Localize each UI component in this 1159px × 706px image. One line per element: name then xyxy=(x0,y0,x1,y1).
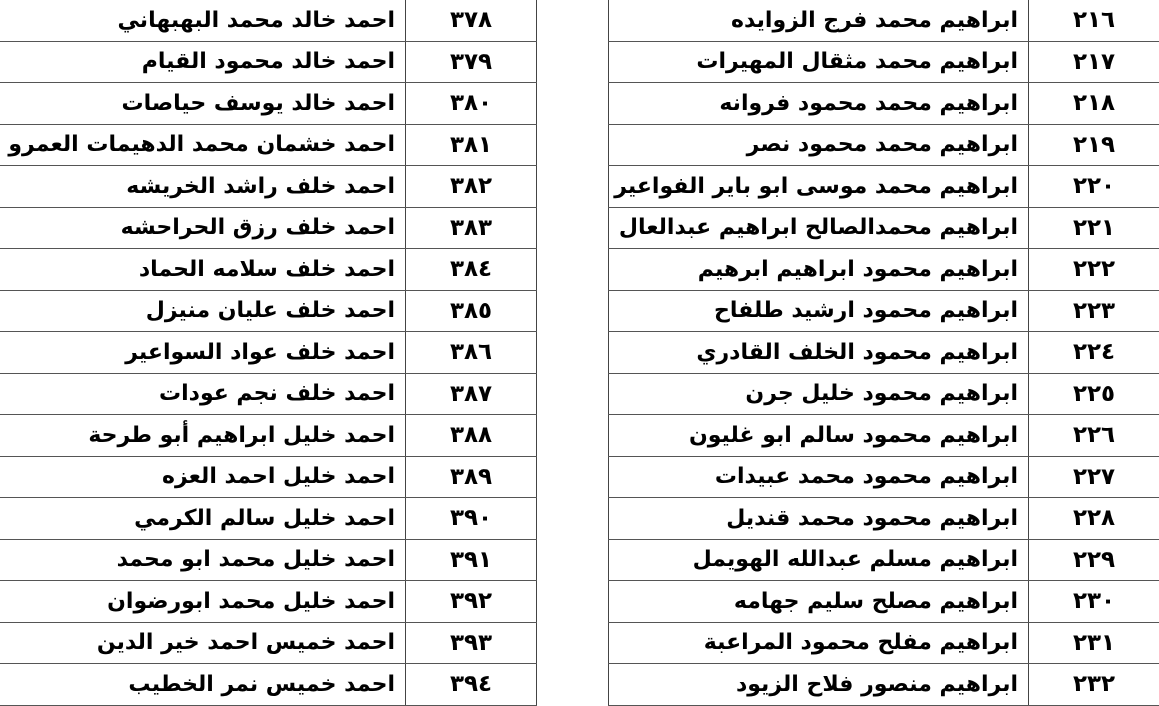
table-row xyxy=(0,373,537,415)
row-number: ٣٨١ xyxy=(406,124,537,166)
person-name: ابراهيم محمود ابراهيم ابرهيم xyxy=(609,249,1029,291)
row-number: ٣٧٩ xyxy=(406,41,537,83)
table-row xyxy=(0,456,537,498)
table-row xyxy=(0,83,537,125)
row-number: ٣٨٥ xyxy=(406,290,537,332)
table-row xyxy=(0,498,537,540)
row-number: ٢٢٥ xyxy=(1029,373,1159,415)
names-table-left xyxy=(0,0,537,706)
row-number: ٣٨٤ xyxy=(406,249,537,291)
table-row xyxy=(609,249,1159,291)
row-number: ٣٩٤ xyxy=(406,664,537,706)
table-row xyxy=(0,124,537,166)
table-row xyxy=(609,0,1159,41)
table-row xyxy=(0,415,537,457)
table-row xyxy=(0,0,537,41)
table-row xyxy=(0,332,537,374)
row-number: ٣٨٢ xyxy=(406,166,537,208)
row-number: ٢٣١ xyxy=(1029,622,1159,664)
row-number: ٣٨٦ xyxy=(406,332,537,374)
row-number: ٢١٩ xyxy=(1029,124,1159,166)
row-number: ٣٨٧ xyxy=(406,373,537,415)
row-number: ٣٩٣ xyxy=(406,622,537,664)
person-name: ابراهيم محمود سالم ابو غليون xyxy=(609,415,1029,457)
names-table-right xyxy=(608,0,1159,706)
table-row xyxy=(609,332,1159,374)
table-row xyxy=(609,373,1159,415)
table-row xyxy=(609,83,1159,125)
row-number: ٢٢٩ xyxy=(1029,539,1159,581)
row-number: ٢٣٢ xyxy=(1029,664,1159,706)
person-name: احمد خشمان محمد الدهيمات العمرو xyxy=(0,124,406,166)
person-name: احمد خليل محمد ابو محمد xyxy=(0,539,406,581)
row-number: ٢١٨ xyxy=(1029,83,1159,125)
row-number: ٢٢٧ xyxy=(1029,456,1159,498)
table-row xyxy=(0,664,537,706)
person-name: احمد خلف نجم عودات xyxy=(0,373,406,415)
person-name: ابراهيم مسلم عبدالله الهويمل xyxy=(609,539,1029,581)
table-row xyxy=(609,41,1159,83)
person-name: احمد خالد محمود القيام xyxy=(0,41,406,83)
row-number: ٢٢٢ xyxy=(1029,249,1159,291)
row-number: ٢٢٦ xyxy=(1029,415,1159,457)
person-name: ابراهيم محمد محمود نصر xyxy=(609,124,1029,166)
person-name: ابراهيم محمدالصالح ابراهيم عبدالعال xyxy=(609,207,1029,249)
row-number: ٣٩١ xyxy=(406,539,537,581)
row-number: ٢٢٣ xyxy=(1029,290,1159,332)
person-name: ابراهيم محمد موسى ابو باير الفواعير xyxy=(609,166,1029,208)
table-row xyxy=(609,166,1159,208)
person-name: احمد خميس احمد خير الدين xyxy=(0,622,406,664)
person-name: ابراهيم محمود ارشيد طلفاح xyxy=(609,290,1029,332)
person-name: احمد خليل احمد العزه xyxy=(0,456,406,498)
table-row xyxy=(0,249,537,291)
person-name: احمد خليل ابراهيم أبو طرحة xyxy=(0,415,406,457)
person-name: احمد خالد يوسف حياصات xyxy=(0,83,406,125)
person-name: احمد خالد محمد البهبهاني xyxy=(0,0,406,41)
row-number: ٣٨٩ xyxy=(406,456,537,498)
person-name: ابراهيم محمود خليل جرن xyxy=(609,373,1029,415)
person-name: ابراهيم مصلح سليم جهامه xyxy=(609,581,1029,623)
row-number: ٢١٧ xyxy=(1029,41,1159,83)
row-number: ٣٧٨ xyxy=(406,0,537,41)
table-row xyxy=(609,415,1159,457)
person-name: احمد خليل سالم الكرمي xyxy=(0,498,406,540)
table-row xyxy=(609,539,1159,581)
row-number: ٣٨٨ xyxy=(406,415,537,457)
table-row xyxy=(0,622,537,664)
person-name: احمد خلف عواد السواعير xyxy=(0,332,406,374)
table-row xyxy=(609,124,1159,166)
person-name: ابراهيم محمد محمود فروانه xyxy=(609,83,1029,125)
table-row xyxy=(0,290,537,332)
person-name: احمد خلف عليان منيزل xyxy=(0,290,406,332)
person-name: ابراهيم محمود الخلف القادري xyxy=(609,332,1029,374)
row-number: ٣٩٢ xyxy=(406,581,537,623)
row-number: ٢٢١ xyxy=(1029,207,1159,249)
table-row xyxy=(0,539,537,581)
row-number: ٣٨٠ xyxy=(406,83,537,125)
person-name: ابراهيم محمود محمد عبيدات xyxy=(609,456,1029,498)
table-row xyxy=(609,456,1159,498)
row-number: ٢١٦ xyxy=(1029,0,1159,41)
person-name: ابراهيم محمود محمد قنديل xyxy=(609,498,1029,540)
person-name: احمد خلف راشد الخريشه xyxy=(0,166,406,208)
table-row xyxy=(609,581,1159,623)
person-name: ابراهيم محمد فرج الزوايده xyxy=(609,0,1029,41)
person-name: احمد خميس نمر الخطيب xyxy=(0,664,406,706)
person-name: احمد خلف سلامه الحماد xyxy=(0,249,406,291)
table-row xyxy=(609,290,1159,332)
table-row xyxy=(0,41,537,83)
table-row xyxy=(609,207,1159,249)
row-number: ٣٨٣ xyxy=(406,207,537,249)
row-number: ٣٩٠ xyxy=(406,498,537,540)
person-name: احمد خليل محمد ابورضوان xyxy=(0,581,406,623)
table-row xyxy=(0,166,537,208)
person-name: ابراهيم مفلح محمود المراعبة xyxy=(609,622,1029,664)
table-row xyxy=(0,207,537,249)
table-row xyxy=(0,581,537,623)
row-number: ٢٣٠ xyxy=(1029,581,1159,623)
row-number: ٢٢٤ xyxy=(1029,332,1159,374)
person-name: احمد خلف رزق الحراحشه xyxy=(0,207,406,249)
table-row xyxy=(609,498,1159,540)
table-row xyxy=(609,622,1159,664)
person-name: ابراهيم محمد مثقال المهيرات xyxy=(609,41,1029,83)
person-name: ابراهيم منصور فلاح الزيود xyxy=(609,664,1029,706)
row-number: ٢٢٨ xyxy=(1029,498,1159,540)
row-number: ٢٢٠ xyxy=(1029,166,1159,208)
table-row xyxy=(609,664,1159,706)
